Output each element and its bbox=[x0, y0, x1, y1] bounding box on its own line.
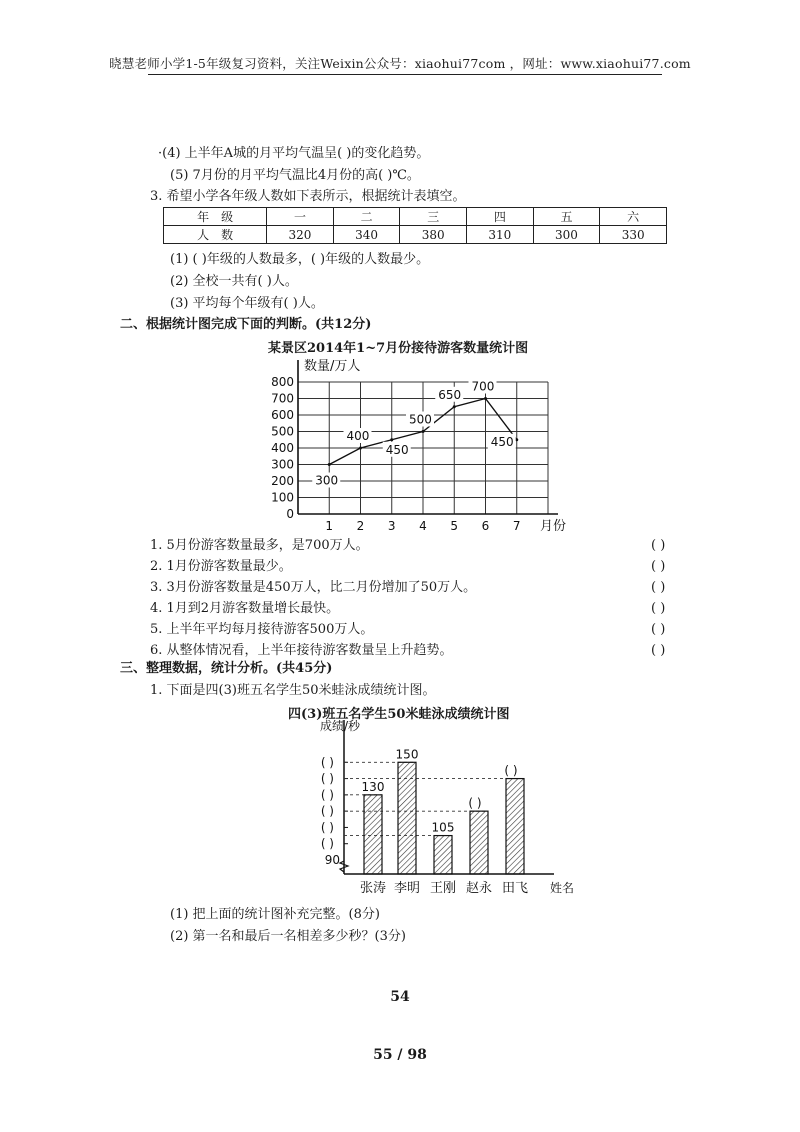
data-label: ( ) bbox=[504, 763, 518, 778]
table-header-cell: 年 级 bbox=[164, 208, 267, 226]
y-tick-label: 100 bbox=[271, 490, 294, 505]
data-label: 700 bbox=[471, 379, 495, 394]
bar bbox=[470, 811, 488, 874]
header-rule bbox=[148, 74, 662, 75]
table-cell: 300 bbox=[533, 226, 600, 244]
y-tick-label: 300 bbox=[271, 457, 294, 472]
bar-chart bbox=[286, 716, 596, 902]
data-point bbox=[359, 447, 362, 450]
data-label: 450 bbox=[385, 442, 409, 457]
x-tick-label: 1 bbox=[325, 519, 334, 533]
table-header-cell: 一 bbox=[267, 208, 334, 226]
y-tick-label: 800 bbox=[271, 375, 294, 389]
x-tick-label: 赵永 bbox=[465, 881, 493, 896]
x-tick-label: 4 bbox=[419, 519, 427, 533]
data-label: 400 bbox=[346, 429, 370, 443]
data-label: 150 bbox=[395, 747, 419, 762]
question-1-title: 1. 下面是四(3)班五名学生50米蛙泳成绩统计图。 bbox=[150, 683, 436, 698]
y-tick-label: 600 bbox=[271, 408, 294, 422]
x-tick-label: 3 bbox=[387, 519, 396, 533]
data-point bbox=[328, 463, 331, 466]
answer-blank[interactable]: ( ) bbox=[651, 643, 666, 658]
question-4: ·(4) 上半年A城的月平均气温呈( )的变化趋势。 bbox=[158, 146, 430, 161]
answer-blank[interactable]: ( ) bbox=[651, 622, 666, 637]
y-tick-label: 200 bbox=[271, 474, 294, 488]
sub-question-2: (2) 第一名和最后一名相差多少秒？(3分) bbox=[170, 929, 406, 944]
question-3-title: 3. 希望小学各年级人数如下表所示，根据统计表填空。 bbox=[150, 189, 466, 204]
statement-4: 4. 1月到2月游客数量增长最快。 bbox=[150, 601, 340, 616]
page-number: 54 bbox=[390, 989, 410, 1005]
data-point bbox=[453, 405, 456, 408]
table-cell: 380 bbox=[400, 226, 467, 244]
sub-question-1: (1) 把上面的统计图补充完整。(8分) bbox=[170, 907, 380, 922]
x-axis-label: 月份 bbox=[540, 519, 567, 534]
statement-5: 5. 上半年平均每月接待游客500万人。 bbox=[150, 622, 374, 637]
y-tick-label: 500 bbox=[271, 424, 294, 439]
data-label: 105 bbox=[431, 820, 455, 835]
line-chart bbox=[258, 354, 588, 534]
table-cell: 310 bbox=[467, 226, 534, 244]
y-tick-blank: ( ) bbox=[320, 820, 334, 835]
y-tick-blank: ( ) bbox=[320, 771, 334, 786]
x-tick-label: 李明 bbox=[393, 881, 421, 896]
table-row bbox=[164, 226, 667, 244]
table-header-cell: 六 bbox=[600, 208, 667, 226]
x-tick-label: 田飞 bbox=[501, 881, 529, 896]
data-label: 130 bbox=[361, 779, 385, 794]
y-axis-label: 数量/万人 bbox=[304, 359, 361, 374]
data-label: ( ) bbox=[468, 796, 482, 811]
bar bbox=[364, 795, 382, 874]
x-tick-label: 王刚 bbox=[429, 881, 457, 896]
table-cell: 340 bbox=[333, 226, 400, 244]
page-header: 晓慧老师小学1-5年级复习资料，关注Weixin公众号：xiaohui77com ，网址：www.xiaohui77.com bbox=[109, 56, 691, 71]
data-point bbox=[484, 397, 487, 400]
y-tick-blank: ( ) bbox=[320, 836, 334, 851]
data-point bbox=[422, 430, 425, 433]
line-chart-title: 某景区2014年1~7月份接待游客数量统计图 bbox=[268, 341, 529, 356]
bar bbox=[398, 762, 416, 874]
y-tick-blank: ( ) bbox=[320, 804, 334, 819]
table-row bbox=[164, 208, 667, 226]
answer-blank[interactable]: ( ) bbox=[651, 538, 666, 553]
grade-count-table bbox=[163, 207, 667, 244]
bar bbox=[434, 836, 452, 874]
y-tick-label: 400 bbox=[271, 441, 294, 455]
y-tick-blank: ( ) bbox=[320, 755, 334, 770]
y-tick-label: 700 bbox=[271, 391, 294, 406]
data-label: 500 bbox=[409, 412, 432, 427]
table-cell: 330 bbox=[600, 226, 667, 244]
section-3-heading: 三、整理数据，统计分析。(共45分) bbox=[120, 661, 333, 676]
y-tick-label: 0 bbox=[286, 507, 294, 521]
x-tick-label: 5 bbox=[450, 519, 459, 533]
data-label: 650 bbox=[438, 387, 462, 402]
table-header-cell: 四 bbox=[467, 208, 534, 226]
answer-blank[interactable]: ( ) bbox=[651, 559, 666, 574]
x-tick-label: 7 bbox=[512, 519, 521, 533]
y-axis-label: 成绩/秒 bbox=[320, 719, 361, 733]
table-cell: 人 数 bbox=[164, 226, 267, 244]
sub-question-1: (1) ( )年级的人数最多，( )年级的人数最少。 bbox=[170, 252, 430, 267]
table-header-cell: 五 bbox=[533, 208, 600, 226]
sub-question-2: (2) 全校一共有( )人。 bbox=[170, 274, 298, 289]
statement-1: 1. 5月份游客数量最多，是700万人。 bbox=[150, 538, 369, 553]
data-point bbox=[390, 438, 393, 441]
bar-chart-title: 四(3)班五名学生50米蛙泳成绩统计图 bbox=[288, 707, 510, 722]
page-index: 55 / 98 bbox=[373, 1047, 427, 1063]
y-tick-blank: ( ) bbox=[320, 787, 334, 802]
data-label: 300 bbox=[315, 473, 339, 488]
table-header-cell: 二 bbox=[333, 208, 400, 226]
section-2-heading: 二、根据统计图完成下面的判断。(共12分) bbox=[120, 317, 372, 332]
x-tick-label: 6 bbox=[481, 519, 490, 533]
answer-blank[interactable]: ( ) bbox=[651, 580, 666, 595]
bar bbox=[506, 779, 524, 874]
statement-6: 6. 从整体情况看，上半年接待游客数量呈上升趋势。 bbox=[150, 643, 453, 658]
data-label: 450 bbox=[490, 434, 514, 449]
statement-2: 2. 1月份游客数量最少。 bbox=[150, 559, 292, 574]
table-cell: 320 bbox=[267, 226, 334, 244]
statement-3: 3. 3月份游客数量是450万人，比二月份增加了50万人。 bbox=[150, 580, 477, 595]
y-tick-label: 90 bbox=[324, 853, 340, 867]
question-5: (5) 7月份的月平均气温比4月份的高( )℃。 bbox=[170, 168, 420, 183]
x-axis-label: 姓名 bbox=[550, 881, 575, 895]
answer-blank[interactable]: ( ) bbox=[651, 601, 666, 616]
x-tick-label: 2 bbox=[356, 519, 365, 533]
sub-question-3: (3) 平均每个年级有( )人。 bbox=[170, 296, 324, 311]
table-header-cell: 三 bbox=[400, 208, 467, 226]
x-tick-label: 张涛 bbox=[359, 881, 387, 896]
